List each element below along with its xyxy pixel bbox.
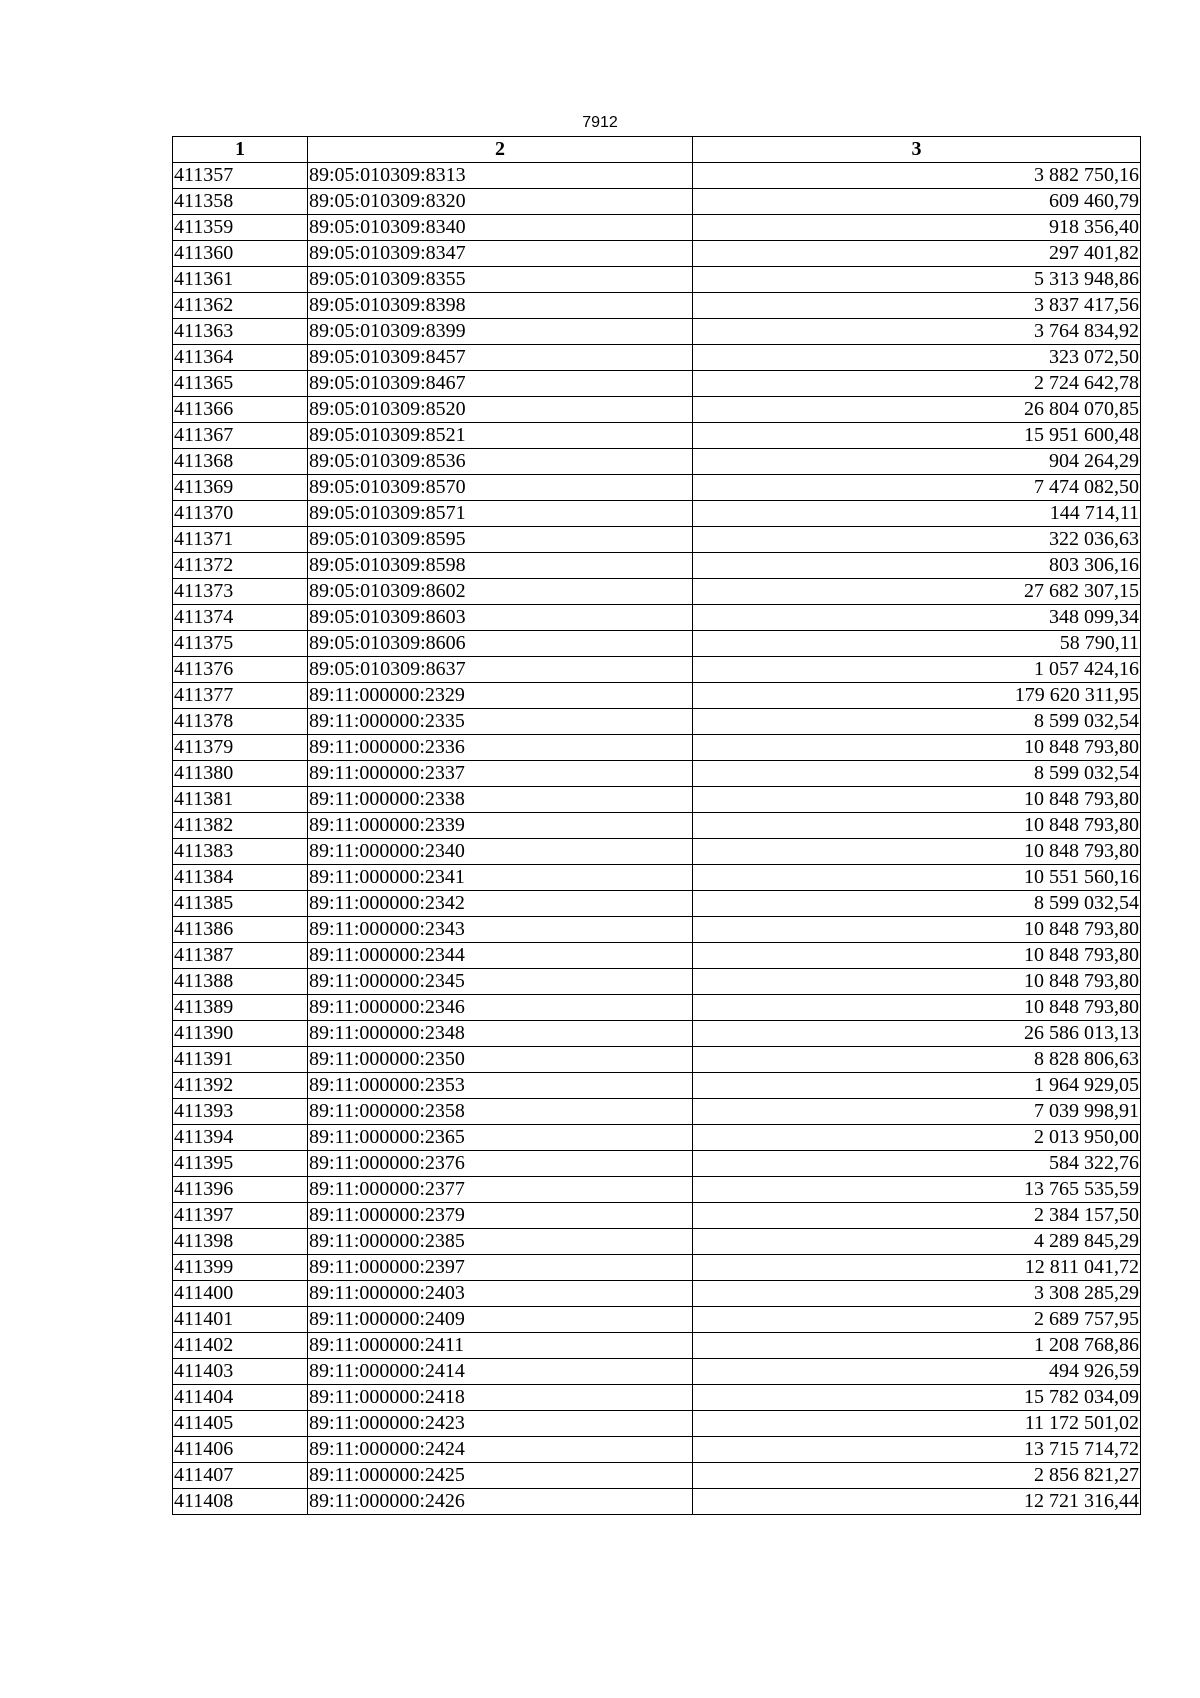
row-id-cell: 411408: [173, 1489, 308, 1515]
cadastral-number-cell: 89:11:000000:2425: [308, 1463, 693, 1489]
value-cell: 26 586 013,13: [693, 1021, 1141, 1047]
row-id-cell: 411361: [173, 267, 308, 293]
row-id-cell: 411360: [173, 241, 308, 267]
cadastral-number-cell: 89:11:000000:2329: [308, 683, 693, 709]
cadastral-number-cell: 89:05:010309:8536: [308, 449, 693, 475]
table-row: [173, 865, 1141, 891]
row-id-cell: 411371: [173, 527, 308, 553]
cadastral-number-cell: 89:05:010309:8521: [308, 423, 693, 449]
table-row: [173, 319, 1141, 345]
table-row: [173, 1229, 1141, 1255]
cadastral-number-cell: 89:05:010309:8398: [308, 293, 693, 319]
cadastral-number-cell: 89:11:000000:2336: [308, 735, 693, 761]
value-cell: 322 036,63: [693, 527, 1141, 553]
value-cell: 7 474 082,50: [693, 475, 1141, 501]
value-cell: 297 401,82: [693, 241, 1141, 267]
table-row: [173, 1307, 1141, 1333]
cadastral-number-cell: 89:11:000000:2403: [308, 1281, 693, 1307]
cadastral-number-cell: 89:11:000000:2424: [308, 1437, 693, 1463]
table-row: [173, 1203, 1141, 1229]
row-id-cell: 411373: [173, 579, 308, 605]
row-id-cell: 411375: [173, 631, 308, 657]
value-cell: 2 013 950,00: [693, 1125, 1141, 1151]
table-row: [173, 241, 1141, 267]
table-row: [173, 579, 1141, 605]
value-cell: 7 039 998,91: [693, 1099, 1141, 1125]
cadastral-number-cell: 89:05:010309:8520: [308, 397, 693, 423]
row-id-cell: 411372: [173, 553, 308, 579]
cadastral-number-cell: 89:05:010309:8606: [308, 631, 693, 657]
cadastral-number-cell: 89:11:000000:2409: [308, 1307, 693, 1333]
row-id-cell: 411377: [173, 683, 308, 709]
value-cell: 26 804 070,85: [693, 397, 1141, 423]
table-row: [173, 371, 1141, 397]
value-cell: 15 782 034,09: [693, 1385, 1141, 1411]
table-row: [173, 1177, 1141, 1203]
table-row: [173, 1255, 1141, 1281]
row-id-cell: 411359: [173, 215, 308, 241]
value-cell: 179 620 311,95: [693, 683, 1141, 709]
value-cell: 584 322,76: [693, 1151, 1141, 1177]
cadastral-number-cell: 89:11:000000:2348: [308, 1021, 693, 1047]
row-id-cell: 411395: [173, 1151, 308, 1177]
value-cell: 8 599 032,54: [693, 891, 1141, 917]
value-cell: 2 856 821,27: [693, 1463, 1141, 1489]
cadastral-number-cell: 89:05:010309:8595: [308, 527, 693, 553]
cadastral-number-cell: 89:11:000000:2426: [308, 1489, 693, 1515]
value-cell: 3 308 285,29: [693, 1281, 1141, 1307]
row-id-cell: 411383: [173, 839, 308, 865]
value-cell: 8 828 806,63: [693, 1047, 1141, 1073]
row-id-cell: 411399: [173, 1255, 308, 1281]
row-id-cell: 411368: [173, 449, 308, 475]
row-id-cell: 411365: [173, 371, 308, 397]
cadastral-number-cell: 89:11:000000:2365: [308, 1125, 693, 1151]
value-cell: 348 099,34: [693, 605, 1141, 631]
row-id-cell: 411393: [173, 1099, 308, 1125]
row-id-cell: 411364: [173, 345, 308, 371]
table-row: [173, 163, 1141, 189]
table-row: [173, 735, 1141, 761]
cadastral-number-cell: 89:11:000000:2345: [308, 969, 693, 995]
value-cell: 13 715 714,72: [693, 1437, 1141, 1463]
value-cell: 8 599 032,54: [693, 761, 1141, 787]
row-id-cell: 411407: [173, 1463, 308, 1489]
row-id-cell: 411396: [173, 1177, 308, 1203]
value-cell: 1 964 929,05: [693, 1073, 1141, 1099]
row-id-cell: 411358: [173, 189, 308, 215]
cadastral-number-cell: 89:11:000000:2343: [308, 917, 693, 943]
cadastral-number-cell: 89:05:010309:8603: [308, 605, 693, 631]
table-row: [173, 969, 1141, 995]
row-id-cell: 411378: [173, 709, 308, 735]
table-row: [173, 1437, 1141, 1463]
value-cell: 10 848 793,80: [693, 735, 1141, 761]
table-row: [173, 1411, 1141, 1437]
value-cell: 13 765 535,59: [693, 1177, 1141, 1203]
cadastral-number-cell: 89:11:000000:2339: [308, 813, 693, 839]
value-cell: 609 460,79: [693, 189, 1141, 215]
row-id-cell: 411376: [173, 657, 308, 683]
cadastral-number-cell: 89:05:010309:8355: [308, 267, 693, 293]
table-row: [173, 1151, 1141, 1177]
cadastral-number-cell: 89:05:010309:8347: [308, 241, 693, 267]
cadastral-number-cell: 89:05:010309:8467: [308, 371, 693, 397]
row-id-cell: 411367: [173, 423, 308, 449]
table-row: [173, 1281, 1141, 1307]
table-header-row: [173, 137, 1141, 163]
row-id-cell: 411388: [173, 969, 308, 995]
row-id-cell: 411385: [173, 891, 308, 917]
row-id-cell: 411405: [173, 1411, 308, 1437]
row-id-cell: 411374: [173, 605, 308, 631]
table-row: [173, 1385, 1141, 1411]
value-cell: 12 721 316,44: [693, 1489, 1141, 1515]
cadastral-number-cell: 89:05:010309:8602: [308, 579, 693, 605]
cadastral-number-cell: 89:11:000000:2377: [308, 1177, 693, 1203]
cadastral-number-cell: 89:05:010309:8340: [308, 215, 693, 241]
table-row: [173, 1463, 1141, 1489]
table-row: [173, 475, 1141, 501]
row-id-cell: 411398: [173, 1229, 308, 1255]
value-cell: 2 384 157,50: [693, 1203, 1141, 1229]
column-header-1: 1: [173, 137, 308, 163]
value-cell: 3 764 834,92: [693, 319, 1141, 345]
table-row: [173, 709, 1141, 735]
cadastral-number-cell: 89:05:010309:8320: [308, 189, 693, 215]
value-cell: 11 172 501,02: [693, 1411, 1141, 1437]
row-id-cell: 411384: [173, 865, 308, 891]
table-row: [173, 449, 1141, 475]
row-id-cell: 411362: [173, 293, 308, 319]
cadastral-number-cell: 89:11:000000:2376: [308, 1151, 693, 1177]
table-row: [173, 657, 1141, 683]
value-cell: 12 811 041,72: [693, 1255, 1141, 1281]
table-row: [173, 345, 1141, 371]
row-id-cell: 411402: [173, 1333, 308, 1359]
value-cell: 803 306,16: [693, 553, 1141, 579]
value-cell: 2 689 757,95: [693, 1307, 1141, 1333]
table-row: [173, 943, 1141, 969]
value-cell: 1 208 768,86: [693, 1333, 1141, 1359]
cadastral-number-cell: 89:11:000000:2342: [308, 891, 693, 917]
value-cell: 10 551 560,16: [693, 865, 1141, 891]
table-row: [173, 995, 1141, 1021]
cadastral-number-cell: 89:11:000000:2379: [308, 1203, 693, 1229]
table-row: [173, 215, 1141, 241]
cadastral-number-cell: 89:11:000000:2337: [308, 761, 693, 787]
cadastral-number-cell: 89:05:010309:8570: [308, 475, 693, 501]
row-id-cell: 411381: [173, 787, 308, 813]
value-cell: 10 848 793,80: [693, 839, 1141, 865]
row-id-cell: 411380: [173, 761, 308, 787]
column-header-2: 2: [308, 137, 693, 163]
row-id-cell: 411400: [173, 1281, 308, 1307]
table-row: [173, 293, 1141, 319]
value-cell: 15 951 600,48: [693, 423, 1141, 449]
cadastral-number-cell: 89:05:010309:8637: [308, 657, 693, 683]
value-cell: 494 926,59: [693, 1359, 1141, 1385]
cadastral-number-cell: 89:11:000000:2358: [308, 1099, 693, 1125]
table-row: [173, 1021, 1141, 1047]
table-row: [173, 917, 1141, 943]
table-row: [173, 1099, 1141, 1125]
cadastral-number-cell: 89:11:000000:2418: [308, 1385, 693, 1411]
row-id-cell: 411401: [173, 1307, 308, 1333]
value-cell: 3 837 417,56: [693, 293, 1141, 319]
cadastral-number-cell: 89:11:000000:2353: [308, 1073, 693, 1099]
table-row: [173, 1359, 1141, 1385]
cadastral-number-cell: 89:11:000000:2397: [308, 1255, 693, 1281]
value-cell: 10 848 793,80: [693, 813, 1141, 839]
table-row: [173, 267, 1141, 293]
table-row: [173, 1125, 1141, 1151]
row-id-cell: 411387: [173, 943, 308, 969]
value-cell: 2 724 642,78: [693, 371, 1141, 397]
cadastral-number-cell: 89:11:000000:2344: [308, 943, 693, 969]
row-id-cell: 411357: [173, 163, 308, 189]
cadastral-number-cell: 89:05:010309:8598: [308, 553, 693, 579]
table-row: [173, 813, 1141, 839]
value-cell: 10 848 793,80: [693, 787, 1141, 813]
cadastral-number-cell: 89:11:000000:2411: [308, 1333, 693, 1359]
cadastral-number-cell: 89:11:000000:2423: [308, 1411, 693, 1437]
table-row: [173, 683, 1141, 709]
value-cell: 10 848 793,80: [693, 969, 1141, 995]
row-id-cell: 411366: [173, 397, 308, 423]
row-id-cell: 411392: [173, 1073, 308, 1099]
cadastral-number-cell: 89:11:000000:2414: [308, 1359, 693, 1385]
value-cell: 27 682 307,15: [693, 579, 1141, 605]
row-id-cell: 411389: [173, 995, 308, 1021]
table-row: [173, 761, 1141, 787]
row-id-cell: 411390: [173, 1021, 308, 1047]
value-cell: 918 356,40: [693, 215, 1141, 241]
cadastral-number-cell: 89:05:010309:8457: [308, 345, 693, 371]
cadastral-number-cell: 89:11:000000:2385: [308, 1229, 693, 1255]
value-cell: 5 313 948,86: [693, 267, 1141, 293]
table-row: [173, 1073, 1141, 1099]
table-row: [173, 631, 1141, 657]
cadastral-number-cell: 89:11:000000:2341: [308, 865, 693, 891]
table-row: [173, 787, 1141, 813]
cadastral-number-cell: 89:11:000000:2335: [308, 709, 693, 735]
row-id-cell: 411391: [173, 1047, 308, 1073]
value-cell: 58 790,11: [693, 631, 1141, 657]
table-row: [173, 839, 1141, 865]
row-id-cell: 411369: [173, 475, 308, 501]
cadastral-number-cell: 89:05:010309:8313: [308, 163, 693, 189]
cadastral-number-cell: 89:11:000000:2338: [308, 787, 693, 813]
column-header-3: 3: [693, 137, 1141, 163]
row-id-cell: 411404: [173, 1385, 308, 1411]
row-id-cell: 411386: [173, 917, 308, 943]
value-cell: 904 264,29: [693, 449, 1141, 475]
table-row: [173, 189, 1141, 215]
value-cell: 3 882 750,16: [693, 163, 1141, 189]
row-id-cell: 411403: [173, 1359, 308, 1385]
table-row: [173, 1047, 1141, 1073]
value-cell: 10 848 793,80: [693, 917, 1141, 943]
table-row: [173, 891, 1141, 917]
cadastral-number-cell: 89:05:010309:8399: [308, 319, 693, 345]
row-id-cell: 411382: [173, 813, 308, 839]
row-id-cell: 411394: [173, 1125, 308, 1151]
value-cell: 10 848 793,80: [693, 995, 1141, 1021]
value-cell: 323 072,50: [693, 345, 1141, 371]
value-cell: 8 599 032,54: [693, 709, 1141, 735]
table-row: [173, 605, 1141, 631]
value-cell: 4 289 845,29: [693, 1229, 1141, 1255]
table-body: [173, 163, 1141, 1515]
row-id-cell: 411379: [173, 735, 308, 761]
registry-table: [172, 136, 1141, 1515]
table-row: [173, 553, 1141, 579]
page-number: 7912: [582, 114, 618, 131]
table-row: [173, 397, 1141, 423]
row-id-cell: 411370: [173, 501, 308, 527]
value-cell: 144 714,11: [693, 501, 1141, 527]
cadastral-number-cell: 89:11:000000:2346: [308, 995, 693, 1021]
cadastral-number-cell: 89:05:010309:8571: [308, 501, 693, 527]
table-row: [173, 1489, 1141, 1515]
table-row: [173, 1333, 1141, 1359]
table-row: [173, 527, 1141, 553]
table-row: [173, 423, 1141, 449]
value-cell: 1 057 424,16: [693, 657, 1141, 683]
row-id-cell: 411406: [173, 1437, 308, 1463]
cadastral-number-cell: 89:11:000000:2340: [308, 839, 693, 865]
table-row: [173, 501, 1141, 527]
row-id-cell: 411397: [173, 1203, 308, 1229]
value-cell: 10 848 793,80: [693, 943, 1141, 969]
cadastral-number-cell: 89:11:000000:2350: [308, 1047, 693, 1073]
row-id-cell: 411363: [173, 319, 308, 345]
